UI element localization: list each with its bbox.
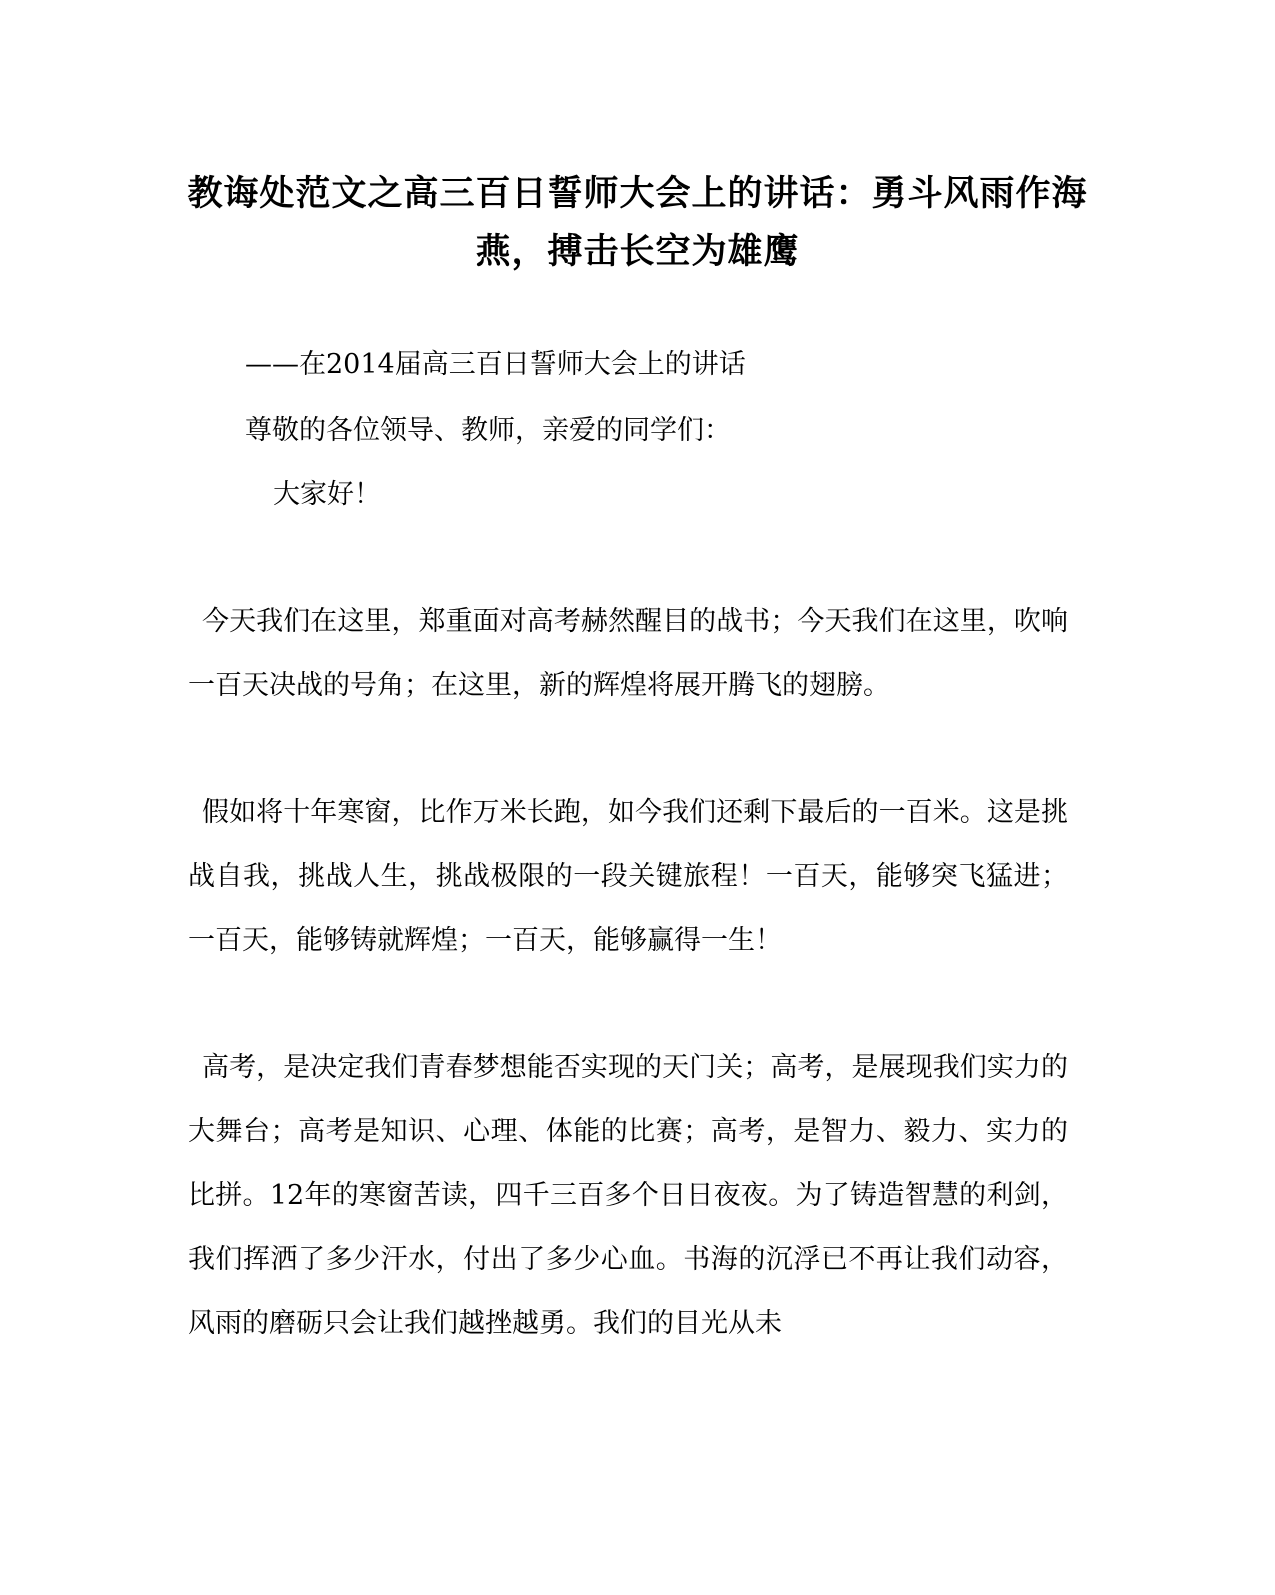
paragraph-2: 假如将十年寒窗，比作万米长跑，如今我们还剩下最后的一百米。这是挑战自我，挑战人生，挑战极限的一段关键旅程！一百天，能够突飞猛进；一百天，能够铸就辉煌；一百天，能够赢得一生！	[188, 797, 1068, 956]
paragraph-3: 高考，是决定我们青春梦想能否实现的天门关；高考，是展现我们实力的大舞台；高考是知识、心理、体能的比赛；高考，是智力、毅力、实力的比拼。12年的寒窗苦读，四千三百多个日日夜夜。为了铸造智慧的利剑，我们挥洒了多少汗水，付出了多少心血。书海的沉浮已不再让我们动容，风雨的磨砺只会让我们越挫越勇。我们的目光从未	[188, 1052, 1068, 1339]
salutation: 尊敬的各位领导、教师，亲爱的同学们：	[245, 415, 731, 446]
document-title: 教诲处范文之高三百日誓师大会上的讲话：勇斗风雨作海燕，搏击长空为雄鹰	[187, 173, 1088, 272]
greeting: 大家好！	[273, 479, 381, 510]
paragraph-1: 今天我们在这里，郑重面对高考赫然醒目的战书；今天我们在这里，吹响一百天决战的号角；在这里，新的辉煌将展开腾飞的翅膀。	[188, 606, 1068, 701]
document-subtitle: ——在2014届高三百日誓师大会上的讲话	[245, 349, 746, 380]
